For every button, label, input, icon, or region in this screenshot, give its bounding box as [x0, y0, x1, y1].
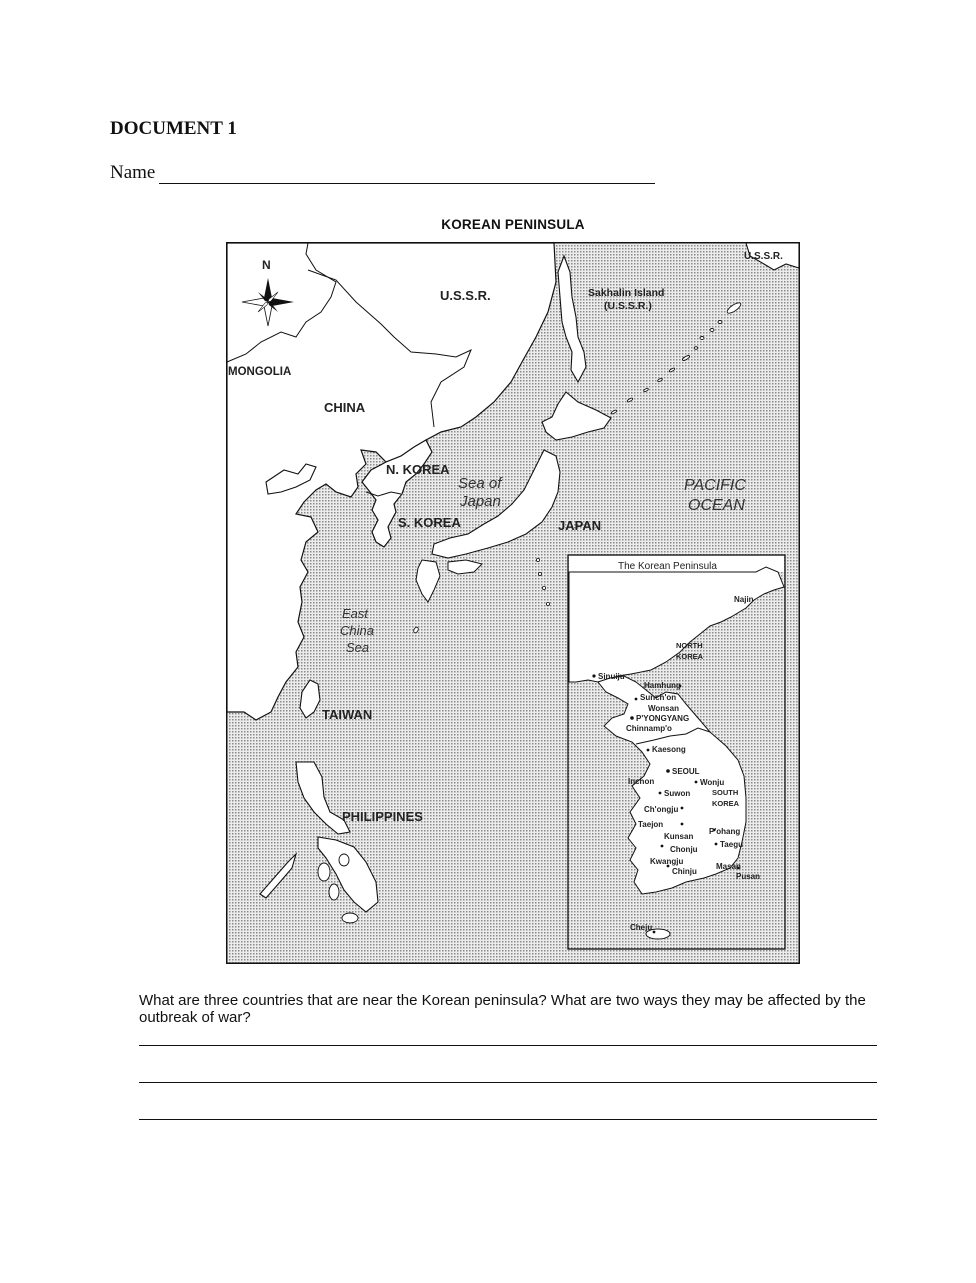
inset-city-wonsan: Wonsan [648, 704, 679, 713]
inset-city-pyongyang: P'YONGYANG [636, 714, 690, 723]
label-philippines: PHILIPPINES [342, 809, 423, 824]
inset-city-taejon: Taejon [638, 820, 664, 829]
inset-city-seoul: SEOUL [672, 767, 700, 776]
inset-city-sunchon: Sunch'on [640, 693, 677, 702]
inset-city-wonju: Wonju [700, 778, 725, 787]
map-title: KOREAN PENINSULA [441, 217, 585, 232]
inset-city-pusan: Pusan [736, 872, 761, 881]
compass-north-label: N [262, 258, 271, 272]
inset-city-najin: Najin [734, 595, 754, 604]
inset-city-inchon: Inchon [628, 777, 655, 786]
question-text: What are three countries that are near the Korean peninsula? What are two ways they may be affected by the outbreak of war? [139, 992, 866, 1026]
inset-north-korea-2: KOREA [676, 652, 704, 661]
inset-city-chinju: Chinju [672, 867, 697, 876]
name-line[interactable] [159, 162, 655, 184]
inset-city-cheju: Cheju [630, 923, 653, 932]
label-ussr: U.S.S.R. [440, 288, 491, 303]
inset-city-pohang: P'ohang [709, 827, 741, 836]
name-label: Name [110, 162, 156, 183]
label-mongolia: MONGOLIA [228, 366, 292, 378]
inset-city-chinnampo: Chinnamp'o [626, 724, 672, 733]
label-japan: JAPAN [558, 518, 602, 533]
label-s-korea: S. KOREA [398, 515, 461, 530]
map-svg [226, 242, 800, 964]
label-east-china-1: East [342, 606, 369, 621]
answer-line-1[interactable] [139, 1045, 877, 1046]
answer-line-2[interactable] [139, 1082, 877, 1083]
inset-city-kunsan: Kunsan [664, 832, 694, 841]
inset-city-chongju: Ch'ongju [644, 805, 679, 814]
label-east-china-2: China [340, 623, 374, 638]
label-pacific-1: PACIFIC [684, 477, 746, 494]
label-pacific-2: OCEAN [688, 497, 745, 514]
inset-title: The Korean Peninsula [618, 561, 717, 572]
label-china: CHINA [324, 400, 366, 415]
inset-city-masan: Masan [716, 862, 741, 871]
inset-city-suwon: Suwon [664, 789, 691, 798]
inset-south-korea-1: SOUTH [712, 788, 739, 797]
inset-city-kwangju: Kwangju [650, 857, 684, 866]
inset-city-hamhung: Hamhung [644, 681, 681, 690]
label-sea-of-japan-2: Japan [460, 493, 501, 510]
label-taiwan: TAIWAN [322, 707, 373, 722]
label-east-china-3: Sea [346, 640, 370, 655]
name-row [110, 162, 655, 184]
document-title: DOCUMENT 1 [110, 118, 237, 139]
label-sakhalin-1: Sakhalin Island [588, 287, 665, 299]
answer-line-3[interactable] [139, 1119, 877, 1120]
inset-city-chonju: Chonju [670, 845, 698, 854]
inset-city-sinuiju: Sinuiju [598, 672, 625, 681]
inset-north-korea-1: NORTH [676, 641, 703, 650]
label-sakhalin-2: (U.S.S.R.) [604, 300, 652, 312]
map [226, 242, 800, 964]
inset-south-korea-2: KOREA [712, 799, 740, 808]
inset-map [568, 555, 785, 949]
label-ussr-top-right: U.S.S.R. [744, 251, 783, 262]
label-sea-of-japan-1: Sea of [458, 475, 502, 492]
label-n-korea: N. KOREA [386, 462, 450, 477]
inset-city-taegu: Taegu [720, 840, 743, 849]
inset-city-kaesong: Kaesong [652, 745, 686, 754]
